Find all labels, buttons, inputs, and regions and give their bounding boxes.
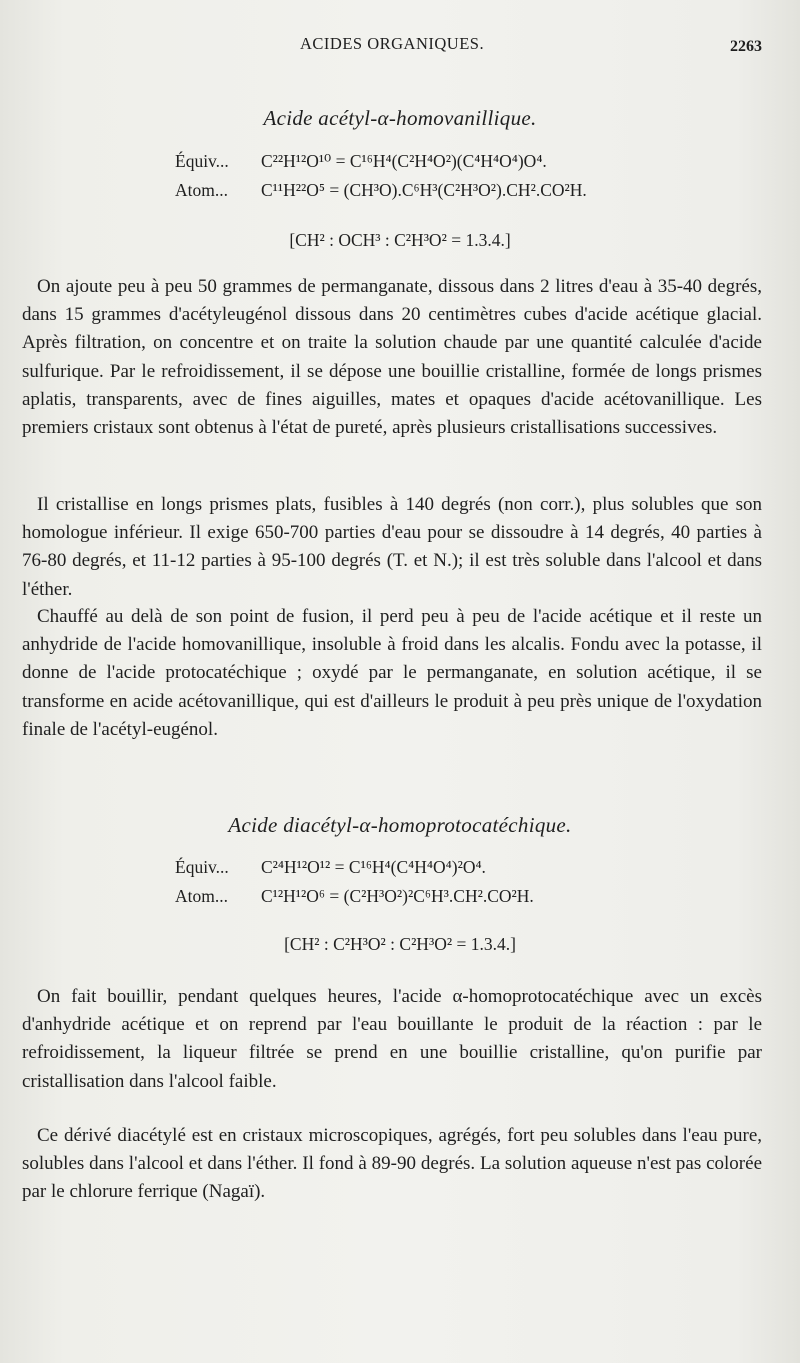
atom-label-2: Atom... bbox=[175, 886, 228, 906]
substitution-ratio: [CH² : OCH³ : C²H³O² = 1.3.4.] bbox=[289, 230, 511, 250]
equiv-label: Équiv... bbox=[175, 151, 229, 171]
paragraph-reactions: Chauffé au delà de son point de fusion, il perd peu à peu de l'acide acétique et il reste un anhydride de l'acide homovanillique, insoluble à froid dans les alcalis. Fondu avec la potasse, il donne de l'acide protocatéchique ; oxydé par le permanganate, en solution acétique, il se transforme en acide acétovanillique, qui est d'ailleurs le produit à peu près unique de l'oxydation finale de l'acétyl-eugénol. bbox=[22, 606, 762, 740]
atom-formula-line bbox=[175, 180, 587, 201]
atom-formula-2: C¹²H¹²O⁶ = (C²H³O²)²C⁶H³.CH².CO²H. bbox=[261, 886, 534, 906]
paragraph-preparation: On ajoute peu à peu 50 grammes de permanganate, dissous dans 2 litres d'eau à 35-40 degrés, dans 15 grammes d'acétyleugénol dissous dans 20 centimètres cubes d'acide acétique glacial. Après filtration, on concentre et on traite la solution chaude par une quantité calculée d'acide sulfurique. Par le refroidissement, il se dépose une bouillie cristalline, formée de longs prismes aplatis, transparents, avec de fines aiguilles, mates et opaques d'acide acétovanillique. Les premiers cristaux sont obtenus à l'état de pureté, après plusieurs cristallisations successives. bbox=[22, 276, 762, 439]
page-number: 2263 bbox=[730, 38, 762, 55]
running-head bbox=[0, 34, 800, 56]
equiv-label-2: Équiv... bbox=[175, 857, 229, 877]
section-title-diacetyl-homoprotocatechique: Acide diacétyl-α-homoprotocatéchique. bbox=[228, 813, 572, 837]
running-title: ACIDES ORGANIQUES. bbox=[300, 34, 485, 53]
equiv-formula-line-2 bbox=[175, 857, 486, 878]
paragraph-preparation-2: On fait bouillir, pendant quelques heures, l'acide α-homoprotocatéchique avec un excès d'anhydride acétique et on reprend par l'eau bouillante le produit de la réaction : par le refroidissement, la liqueur filtrée se prend en une bouillie cristalline, qu'on purifie par cristallisation dans l'alcool faible. bbox=[22, 986, 762, 1092]
section-title-acetyl-homovanillique: Acide acétyl-α-homovanillique. bbox=[263, 106, 537, 130]
equiv-formula-2: C²⁴H¹²O¹² = C¹⁶H⁴(C⁴H⁴O⁴)²O⁴. bbox=[261, 857, 486, 877]
paragraph-properties-2: Ce dérivé diacétylé est en cristaux microscopiques, agrégés, fort peu solubles dans l'eau pure, solubles dans l'alcool et dans l'éther. Il fond à 89-90 degrés. La solution aqueuse n'est pas colorée par le chlorure ferrique (Nagaï). bbox=[22, 1125, 762, 1203]
atom-formula-line-2 bbox=[175, 886, 534, 907]
atom-formula: C¹¹H²²O⁵ = (CH³O).C⁶H³(C²H³O²).CH².CO²H. bbox=[261, 180, 587, 200]
equiv-formula-line bbox=[175, 151, 547, 172]
atom-label: Atom... bbox=[175, 180, 228, 200]
equiv-formula: C²²H¹²O¹⁰ = C¹⁶H⁴(C²H⁴O²)(C⁴H⁴O⁴)O⁴. bbox=[261, 151, 547, 171]
substitution-ratio-2: [CH² : C²H³O² : C²H³O² = 1.3.4.] bbox=[284, 934, 516, 954]
paragraph-properties: Il cristallise en longs prismes plats, fusibles à 140 degrés (non corr.), plus solubles que son homologue inférieur. Il exige 650-700 parties d'eau pour se dissoudre à 14 degrés, 40 parties à 76-80 degrés, et 11-12 parties à 95-100 degrés (T. et N.); il est très soluble dans l'alcool et dans l'éther. bbox=[22, 494, 762, 600]
